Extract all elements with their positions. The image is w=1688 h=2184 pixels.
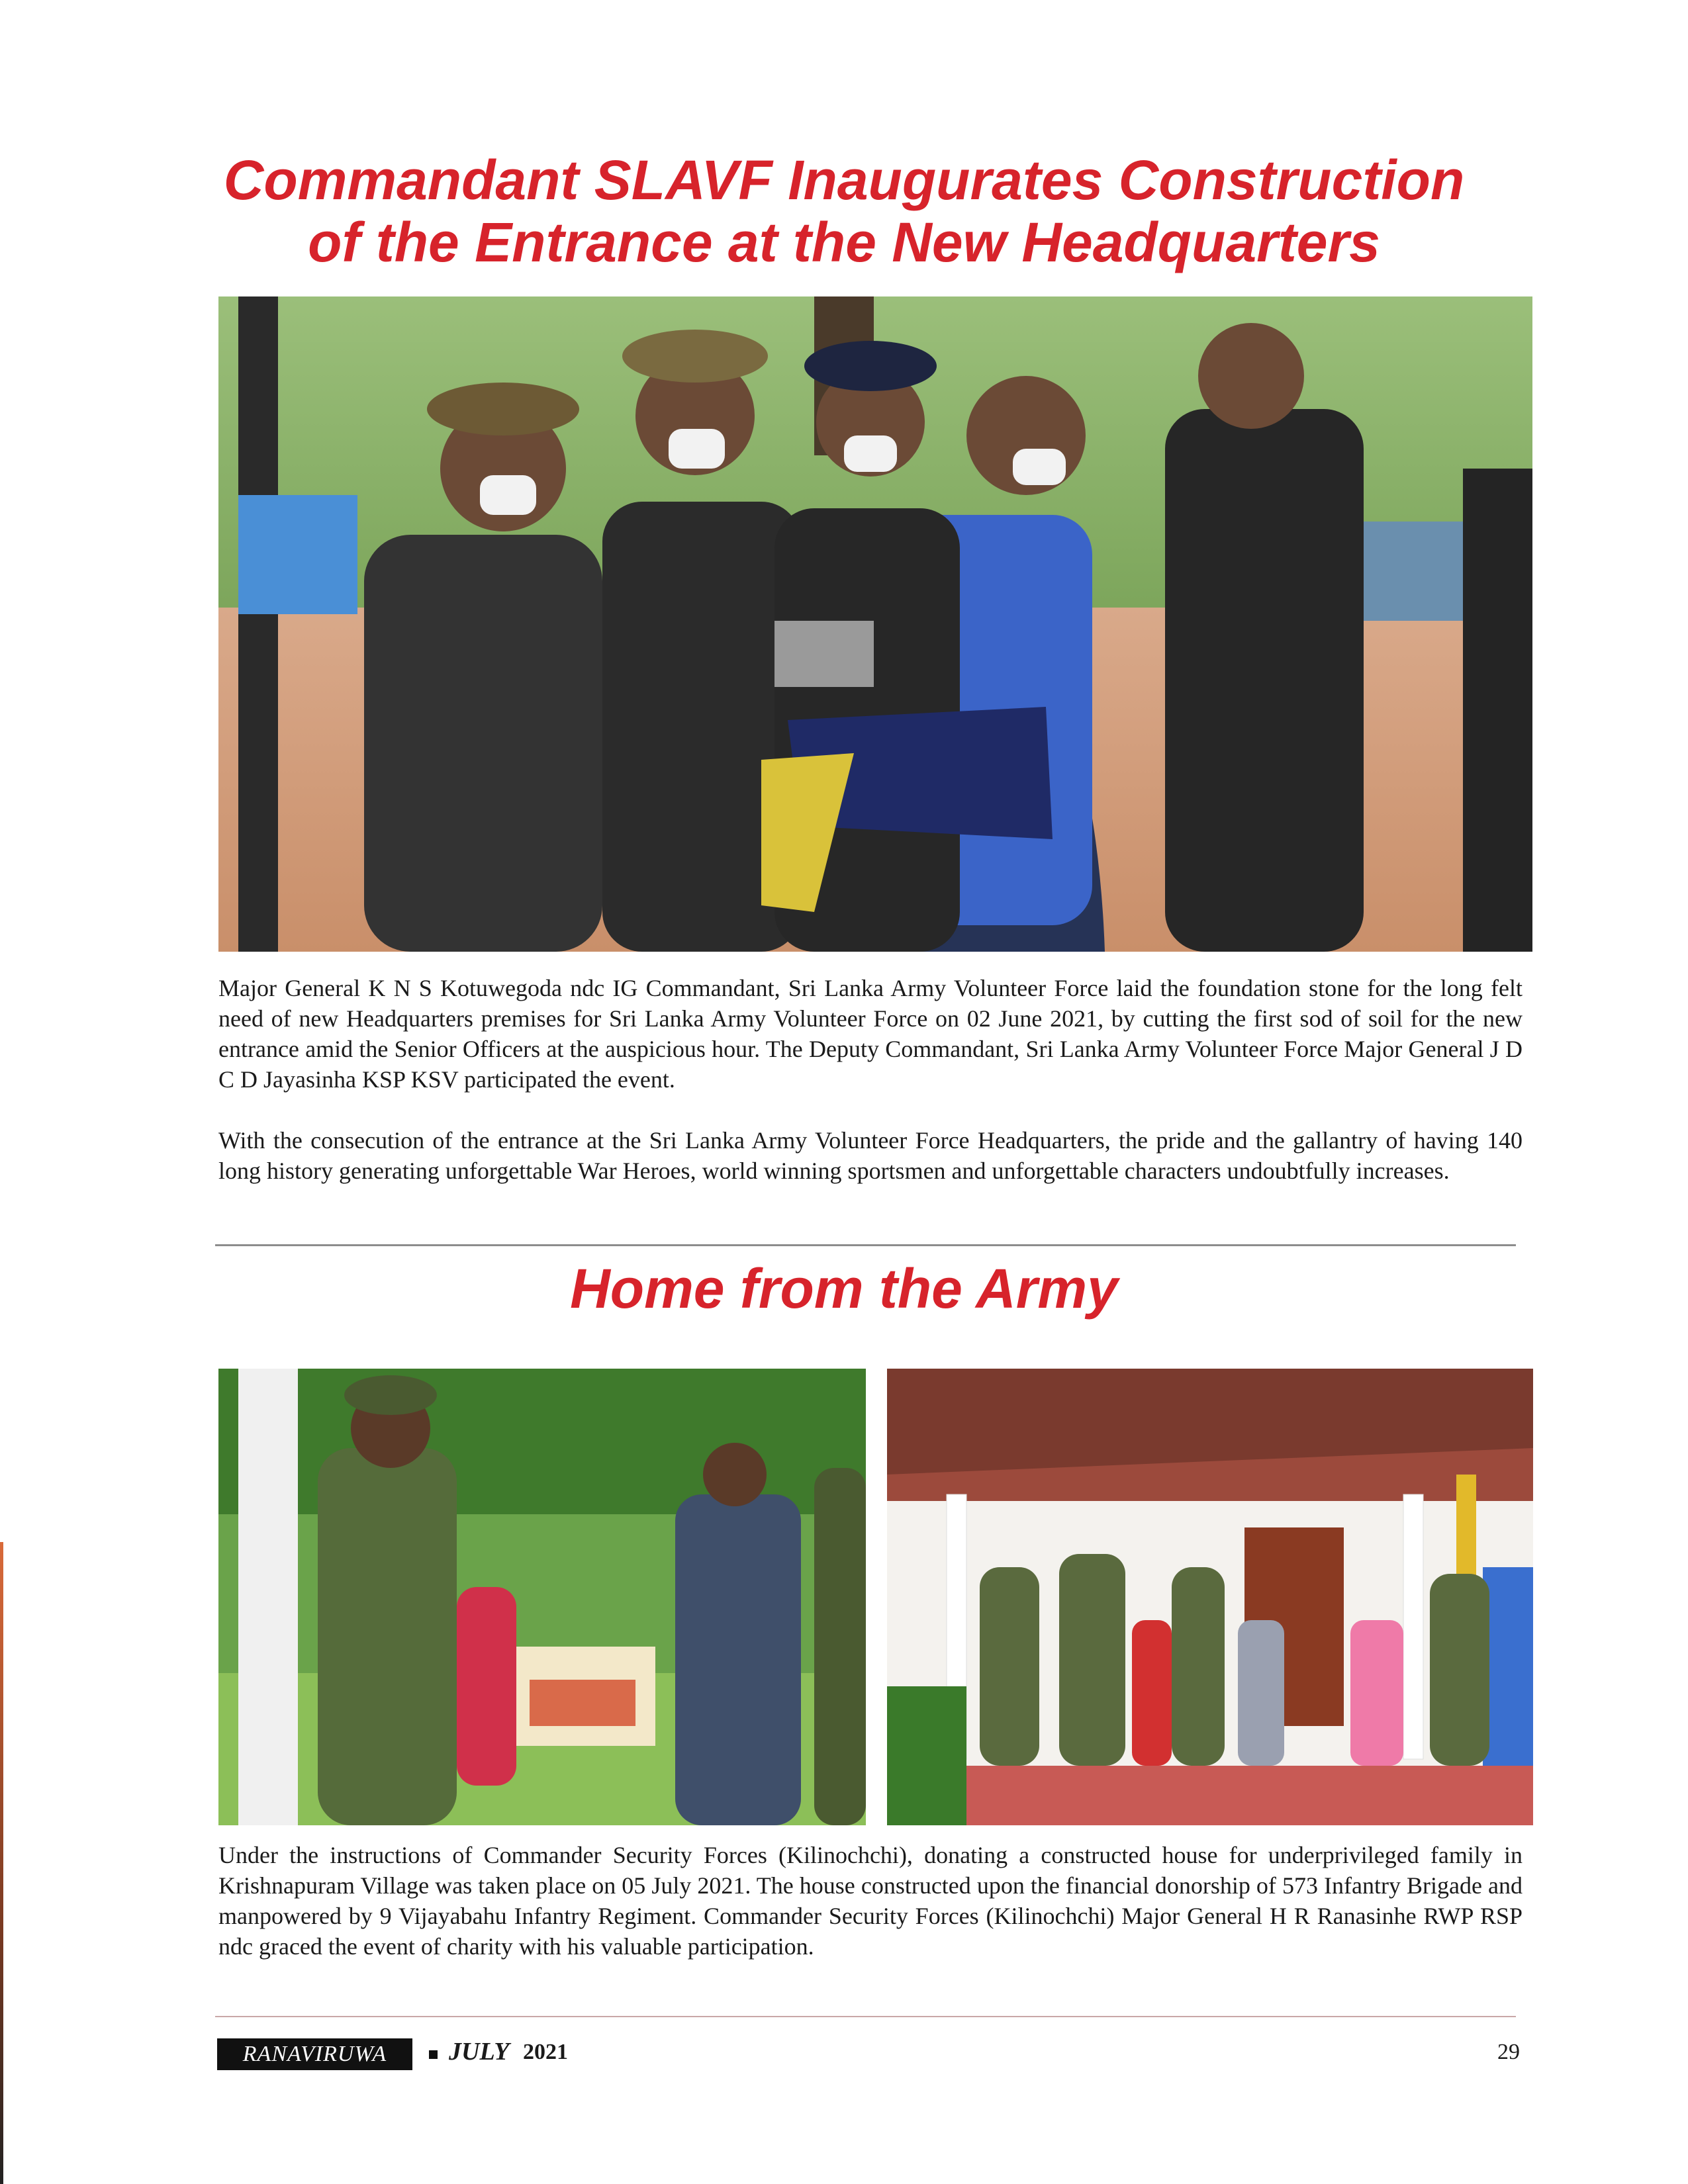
article1-paragraph1: Major General K N S Kotuwegoda ndc IG Commandant, Sri Lanka Army Volunteer Force laid the foundation stone for the long felt need of new Headquarters premises for Sri Lanka Army Volunteer Force on 02 June 2021, by cutting the first sod of soil for the new entrance amid the Senior Officers at the auspicious hour. The Deputy Commandant, Sri Lanka Army Volunteer Force Major General J D C D Jayasinha KSP KSV participated the event. xyxy=(218,975,1523,1093)
new-house-group-photo xyxy=(887,1369,1533,1825)
footer-month: JULY xyxy=(449,2038,510,2066)
footer-bullet-icon xyxy=(429,2050,438,2059)
article1-headline xyxy=(0,149,1688,273)
footer-brand: RANAVIRUWA xyxy=(217,2038,412,2070)
article2-paragraph: Under the instructions of Commander Security Forces (Kilinochchi), donating a constructed house for underprivileged family in Krishnapuram Village was taken place on 05 July 2021. The house constructed upon the financial donorship of 573 Infantry Brigade and manpowered by 9 Vijayabahu Infantry Regiment. Commander Security Forces (Kilinochchi) Major General H R Ranasinhe RWP RSP ndc graced the event of charity with his valuable participation. xyxy=(218,1842,1523,1960)
article1-paragraph2: With the consecution of the entrance at the Sri Lanka Army Volunteer Force Headquarters, the pride and the gallantry of having 140 long history generating unforgettable War Heroes, world winning sportsmen and unforgettable characters undoubtfully increases. xyxy=(218,1127,1523,1184)
section-divider xyxy=(215,1244,1516,1246)
article2-headline: Home from the Army xyxy=(570,1257,1118,1320)
page-edge-strip xyxy=(0,1542,3,2184)
footer-divider xyxy=(215,2016,1516,2017)
headline-line1: Commandant SLAVF Inaugurates Construction xyxy=(223,149,1465,211)
foundation-ceremony-photo xyxy=(218,296,1532,952)
headline-line2: of the Entrance at the New Headquarters xyxy=(308,211,1380,274)
page-number: 29 xyxy=(1497,2040,1520,2064)
house-handover-photo xyxy=(218,1369,866,1825)
footer-year: 2021 xyxy=(523,2040,568,2064)
